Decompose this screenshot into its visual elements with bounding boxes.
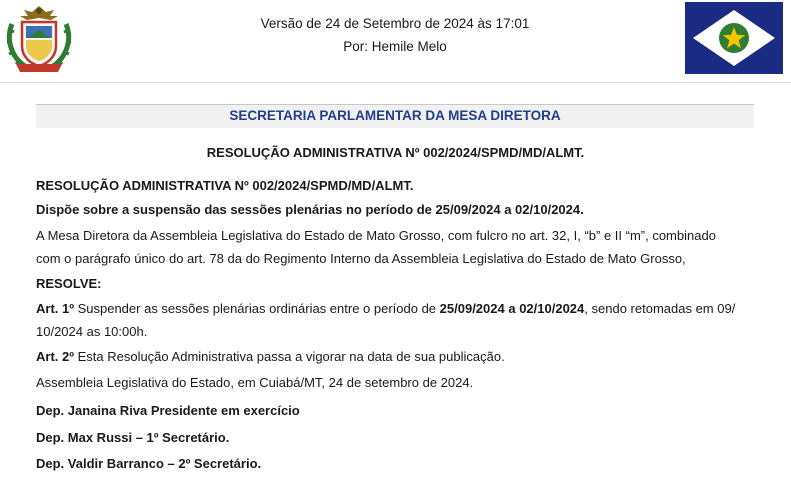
version-text: Versão de 24 de Setembro de 2024 às 17:01 (260, 16, 530, 31)
author-text: Por: Hemile Melo (343, 39, 447, 54)
document-title: RESOLUÇÃO ADMINISTRATIVA Nº 002/2024/SPMD/MD/ALMT. (36, 178, 414, 193)
resolve-heading: RESOLVE: (36, 276, 102, 291)
article-1-text-b: , sendo retomadas em 09/ (584, 301, 736, 316)
article-2-label: Art. 2º (36, 349, 74, 364)
article-2-text: Esta Resolução Administrativa passa a vigorar na data de sua publicação. (73, 349, 505, 364)
document-summary: Dispõe sobre a suspensão das sessões plenárias no período de 25/09/2024 a 02/10/2024. (36, 202, 584, 217)
article-1-date-start: 25/09/2024 (439, 301, 505, 316)
state-flag-icon (685, 2, 783, 74)
header-divider (0, 82, 791, 83)
article-1-line-2: 10/2024 as 10:00h. (36, 324, 148, 339)
section-banner (36, 104, 754, 128)
article-1-date-end: 02/10/2024 (519, 301, 585, 316)
article-1-text-a: Suspender as sessões plenárias ordinárias entre o período de (73, 301, 440, 316)
section-title: SECRETARIA PARLAMENTAR DA MESA DIRETORA (229, 108, 561, 123)
article-1 (36, 297, 756, 343)
place-date: Assembleia Legislativa do Estado, em Cuiabá/MT, 24 de setembro de 2024. (36, 375, 474, 390)
state-coat-of-arms-icon (2, 2, 76, 74)
article-1-connector: a (504, 301, 520, 316)
signature-3: Dep. Valdir Barranco – 2º Secretário. (36, 456, 262, 471)
signature-2: Dep. Max Russi – 1º Secretário. (36, 430, 230, 445)
preamble-line-2: com o parágrafo único do art. 78 da do Regimento Interno da Assembleia Legislativa do Estado de Mato Grosso, (36, 251, 686, 266)
document-centered-title: RESOLUÇÃO ADMINISTRATIVA Nº 002/2024/SPMD/MD/ALMT. (206, 145, 585, 160)
article-2 (36, 345, 756, 368)
preamble (36, 224, 756, 270)
page-header (0, 0, 791, 80)
preamble-line-1: A Mesa Diretora da Assembleia Legislativa do Estado de Mato Grosso, com fulcro no art. 32, I, “b” e II “m”, combinado (36, 228, 716, 243)
signature-1: Dep. Janaina Riva Presidente em exercício (36, 403, 300, 418)
article-1-label: Art. 1º (36, 301, 74, 316)
